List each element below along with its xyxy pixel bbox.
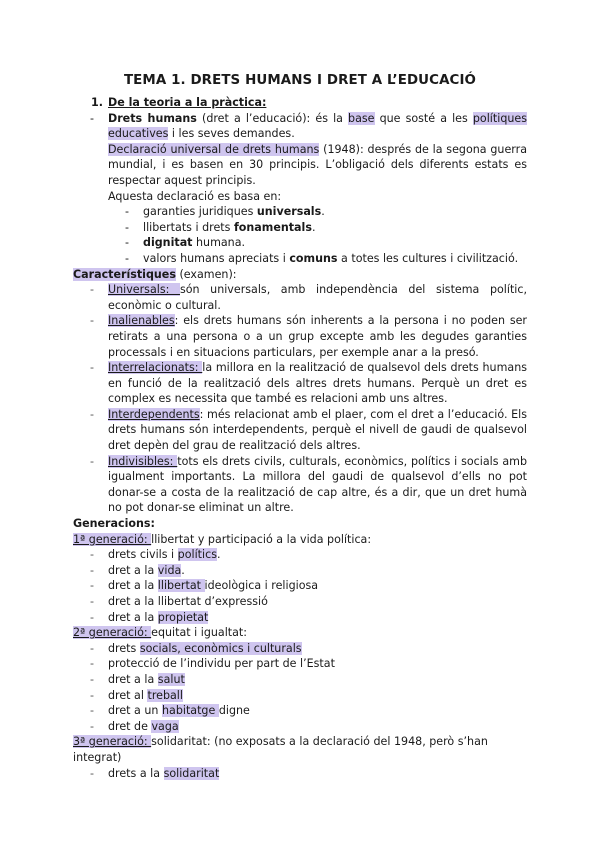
generations-heading: Generacions: xyxy=(73,517,155,531)
list-item: - drets civils i polítics. xyxy=(90,548,221,562)
list-item: - dret a la llibertat ideològica i religiosa xyxy=(90,579,319,593)
page-title: TEMA 1. DRETS HUMANS I DRET A L’EDUCACIÓ xyxy=(123,73,477,88)
intro-paragraph-bases: Aquesta declaració es basa en: xyxy=(108,189,282,203)
list-item: - dignitat humana. xyxy=(125,236,246,250)
section-heading xyxy=(73,95,527,111)
generation-label: 2ª generació: equitat i igualtat: xyxy=(73,626,248,640)
list-item: - Indivisibles: tots els drets civils, culturals, econòmics, polítics i socials amb igualment importants. La millora del gaudi de qualsevol d’ells no pot donar-se a costa de la realització de cap altre, és a dir, que un dret humà no pot donar-se eliminat un altre. xyxy=(90,454,527,515)
list-item: - dret al treball xyxy=(90,688,183,702)
intro-paragraph-declaration: Declaració universal de drets humans (1948): després de la segona guerra mundial, i es basen en 30 principis. L’obligació dels diferents estats es respectar aquest principis. xyxy=(108,142,528,187)
list-item: - Inalienables: els drets humans són inherents a la persona i no poden ser retirats a una persona o a un grup excepte amb les degudes garanties processals i en situacions particulars, per exemple anar a la presó. xyxy=(90,314,527,359)
list-item: - dret a la vida. xyxy=(90,563,185,577)
section-number: 1. xyxy=(91,96,103,109)
list-item: - dret de vaga xyxy=(90,719,179,733)
generation-1 xyxy=(73,532,527,626)
generation-2 xyxy=(73,625,527,734)
list-item: - dret a un habitatge digne xyxy=(90,704,250,718)
intro-block xyxy=(73,111,527,205)
document-content xyxy=(73,72,527,781)
dash-bullet: - xyxy=(90,111,95,125)
list-item: - dret a la salut xyxy=(90,672,185,686)
section-title: De la teoria a la pràctica: xyxy=(108,96,267,109)
list-item: - garanties juridiques universals. xyxy=(125,205,325,219)
list-item: - Universals: són universals, amb independència del sistema polític, econòmic o cultural. xyxy=(90,283,528,312)
characteristics-list xyxy=(73,282,527,516)
list-item: - Interdependents: més relacionat amb el plaer, com el dret a l’educació. Els drets humans són interdependents, perquè el nivell de gaudi de qualsevol dret depèn del grau de realització dels altres. xyxy=(90,407,527,453)
list-item: - llibertats i drets fonamentals. xyxy=(125,220,316,234)
generation-label: 3ª generació: solidaritat: (no exposats a la declaració del 1948, però s’han integrat) xyxy=(73,735,488,764)
bases-list xyxy=(73,204,527,266)
list-item: - drets socials, econòmics i culturals xyxy=(90,641,302,655)
list-item: - drets a la solidaritat xyxy=(90,766,220,780)
characteristics-heading: Característiques (examen): xyxy=(73,267,237,281)
generation-3 xyxy=(73,734,527,781)
list-item: - Interrelacionats: la millora en la realització de qualsevol dels drets humans en funció de la realització dels altres drets humans. Perquè un dret es complex es necessita que també es relacioni amb uns altres. xyxy=(90,361,528,406)
list-item: - valors humans apreciats i comuns a totes les cultures i civilització. xyxy=(125,251,519,265)
list-item: - dret a la llibertat d’expressió xyxy=(90,595,268,608)
list-item: - dret a la propietat xyxy=(90,610,209,624)
generation-label: 1ª generació: llibertat y participació a la vida política: xyxy=(73,532,372,546)
list-item: - protecció de l’individu per part de l’Estat xyxy=(90,657,335,671)
intro-paragraph-rights: Drets humans (dret a l’educació): és la base que sosté a les polítiques educatives i les seves demandes. xyxy=(108,111,527,141)
